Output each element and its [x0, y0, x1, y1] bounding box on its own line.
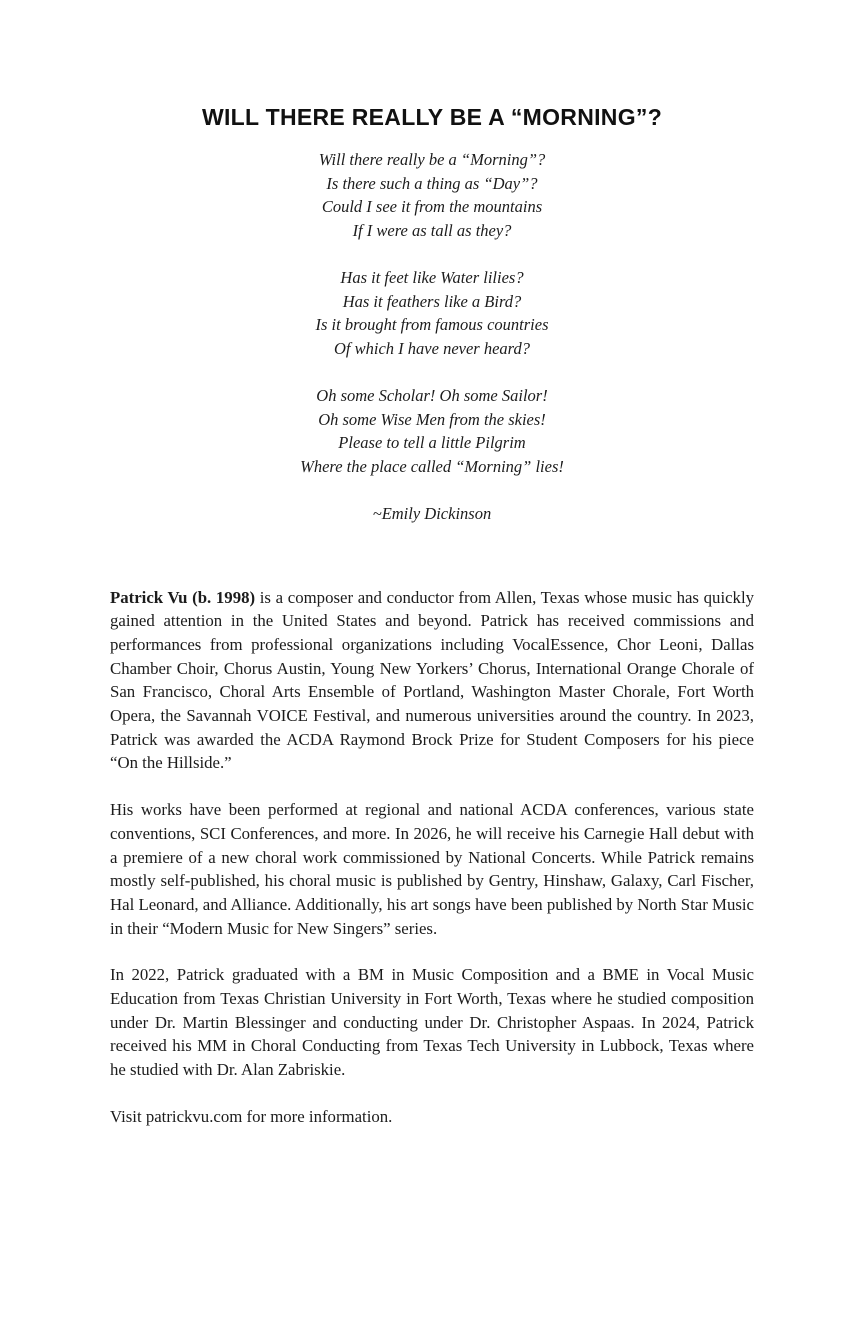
poem-line: Could I see it from the mountains — [321, 197, 543, 216]
bio-lead-name: Patrick Vu (b. 1998) — [110, 587, 256, 607]
poem-line: Oh some Wise Men from the skies! — [318, 409, 546, 429]
poem-stanza-3 — [0, 384, 864, 478]
bio-paragraph-4: Visit patrickvu.com for more information. — [110, 1106, 393, 1126]
biography — [0, 586, 864, 1129]
poem-line: If I were as tall as they? — [352, 220, 512, 240]
bio-paragraph-1 — [110, 586, 754, 776]
bio-paragraph-2: His works have been performed at regional and national ACDA conferences, various state conventions, SCI Conferences, and more. In 2026, he will receive his Carnegie Hall debut with a premiere of a new choral work commissioned by National Concerts. While Patrick remains mostly self-published, his choral music is published by Gentry, Hinshaw, Galaxy, Carl Fischer, Hal Leonard, and Alliance. Additionally, his art songs have been published by North Star Music in their “Modern Music for New Singers” series. — [110, 800, 754, 938]
poem-attribution: ~Emily Dickinson — [372, 504, 492, 523]
poem-line: Has it feathers like a Bird? — [342, 291, 522, 311]
poem-stanza-2 — [0, 266, 864, 360]
poem-stanza-1 — [0, 148, 864, 242]
poem-line: Is it brought from famous countries — [315, 315, 549, 334]
poem-line: Please to tell a little Pilgrim — [338, 433, 526, 452]
poem-line: Where the place called “Morning” lies! — [300, 456, 564, 476]
poem-line: Will there really be a “Morning”? — [318, 150, 546, 169]
poem-line: Is there such a thing as “Day”? — [326, 173, 538, 193]
bio-paragraph-3: In 2022, Patrick graduated with a BM in Music Composition and a BME in Vocal Music Education from Texas Christian University in Fort Worth, Texas where he studied composition under Dr. Martin Blessinger and conducting under Dr. Christopher Aspaas. In 2024, Patrick received his MM in Choral Conducting from Texas Tech University in Lubbock, Texas where he studied with Dr. Alan Zabriskie. — [110, 965, 754, 1080]
poem-line: Has it feet like Water lilies? — [340, 268, 524, 287]
bio-paragraph-1-text: is a composer and conductor from Allen, Texas whose music has quickly gained attention in the United States and beyond. Patrick has received commissions and performances from professional organizations including VocalEssence, Chor Leoni, Dallas Chamber Choir, Chorus Austin, Young New Yorkers’ Chorus, International Orange Chorale of San Francisco, Choral Arts Ensemble of Portland, Washington Master Chorale, Fort Worth Opera, the Savannah VOICE Festival, and numerous universities around the country. In 2023, Patrick was awarded the ACDA Raymond Brock Prize for Student Composers for his piece “On the Hillside.” — [110, 587, 754, 773]
poem-line: Oh some Scholar! Oh some Sailor! — [316, 386, 548, 405]
poem-line: Of which I have never heard? — [334, 338, 530, 358]
poem — [0, 148, 864, 526]
page-title: WILL THERE REALLY BE A “MORNING”? — [201, 104, 663, 130]
